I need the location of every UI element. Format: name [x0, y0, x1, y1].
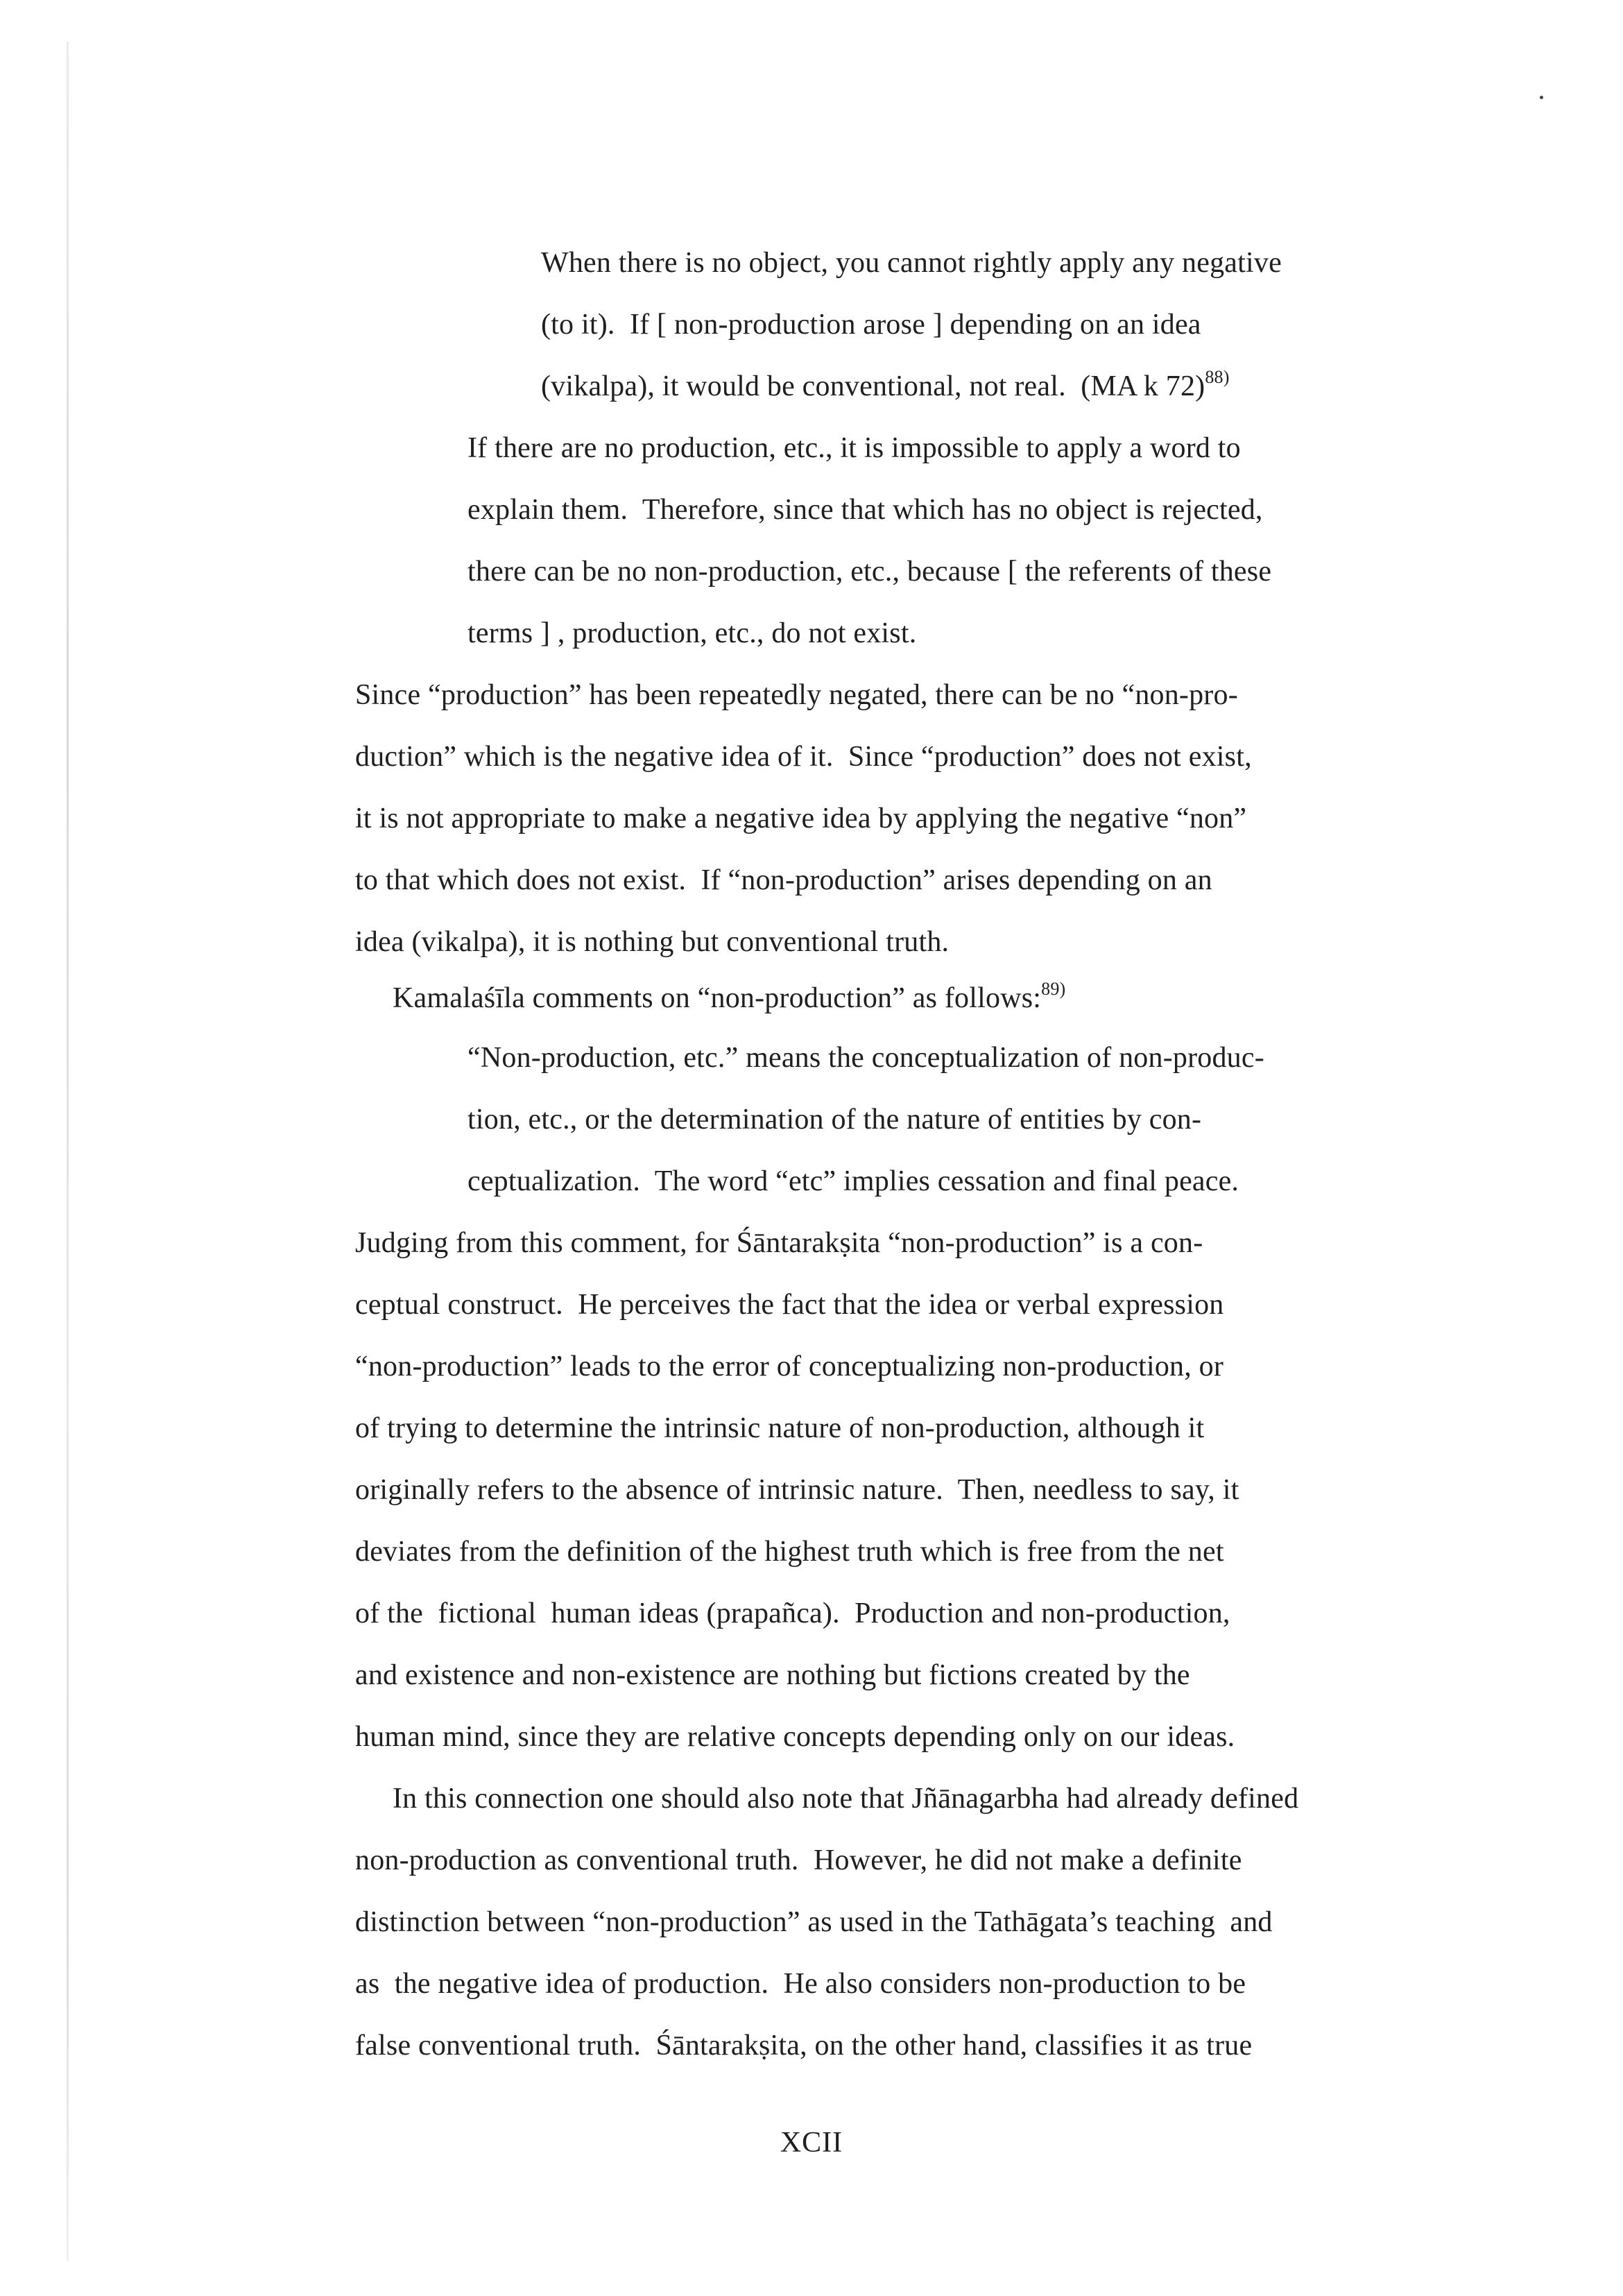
paragraph-line: duction” which is the negative idea of it. Since “production” does not exist,	[355, 741, 1252, 773]
paragraph-line: distinction between “non-production” as used in the Tathāgata’s teaching and	[355, 1906, 1273, 1938]
paragraph-line: as the negative idea of production. He also considers non-production to be	[355, 1968, 1246, 2000]
quote-intro: Kamalaśīla comments on “non-production” as follows:$^{89)}$	[393, 979, 1066, 1014]
quote-line: tion, etc., or the determination of the nature of entities by con-	[467, 1104, 1202, 1136]
explanation-line: explain them. Therefore, since that which has no object is rejected,	[467, 494, 1263, 526]
paragraph-line: to that which does not exist. If “non-production” arises depending on an	[355, 864, 1212, 896]
explanation-line: terms ] , production, etc., do not exist.	[467, 617, 917, 649]
paragraph-line: “non-production” leads to the error of conceptualizing non-production, or	[355, 1351, 1224, 1382]
paragraph-line: deviates from the definition of the highest truth which is free from the net	[355, 1536, 1224, 1568]
footnote-ref-89: 89)	[1041, 979, 1066, 999]
verse-line: (vikalpa), it would be conventional, not real. (MA k 72)$^{88)}$	[541, 367, 1230, 402]
paragraph-line: idea (vikalpa), it is nothing but conventional truth.	[355, 926, 950, 958]
explanation-line: If there are no production, etc., it is impossible to apply a word to	[467, 432, 1241, 464]
paragraph-line: ceptual construct. He perceives the fact that the idea or verbal expression	[355, 1289, 1224, 1321]
footnote-ref-88: 88)	[1205, 367, 1230, 387]
paragraph-line: non-production as conventional truth. However, he did not make a definite	[355, 1844, 1242, 1876]
quote-line: ceptualization. The word “etc” implies cessation and final peace.	[467, 1165, 1239, 1197]
quote-line: “Non-production, etc.” means the conceptualization of non-produc-	[467, 1042, 1264, 1074]
verse-line: When there is no object, you cannot rightly apply any negative	[541, 247, 1282, 279]
paragraph-line: Since “production” has been repeatedly negated, there can be no “non-pro-	[355, 679, 1238, 711]
paragraph-line: originally refers to the absence of intrinsic nature. Then, needless to say, it	[355, 1474, 1239, 1506]
paragraph-line: In this connection one should also note that Jñānagarbha had already defined	[393, 1783, 1299, 1815]
paragraph-line: of the fictional human ideas (prapañca). Production and non-production,	[355, 1597, 1230, 1629]
paragraph-line: and existence and non-existence are nothing but fictions created by the	[355, 1659, 1190, 1691]
verse-line: (to it). If [ non-production arose ] depending on an idea	[541, 309, 1201, 341]
paragraph-line: human mind, since they are relative concepts depending only on our ideas.	[355, 1721, 1235, 1753]
scan-speck	[1540, 96, 1543, 99]
paragraph-line: of trying to determine the intrinsic nature of non-production, although it	[355, 1412, 1205, 1444]
page-number: XCII	[780, 2127, 843, 2159]
paragraph-line: false conventional truth. Śāntarakṣita, on the other hand, classifies it as true	[355, 2030, 1253, 2062]
paragraph-line: it is not appropriate to make a negative idea by applying the negative “non”	[355, 803, 1247, 834]
explanation-line: there can be no non-production, etc., because [ the referents of these	[467, 556, 1272, 588]
scan-edge	[67, 42, 69, 2261]
paragraph-line: Judging from this comment, for Śāntarakṣita “non-production” is a con-	[355, 1227, 1203, 1259]
